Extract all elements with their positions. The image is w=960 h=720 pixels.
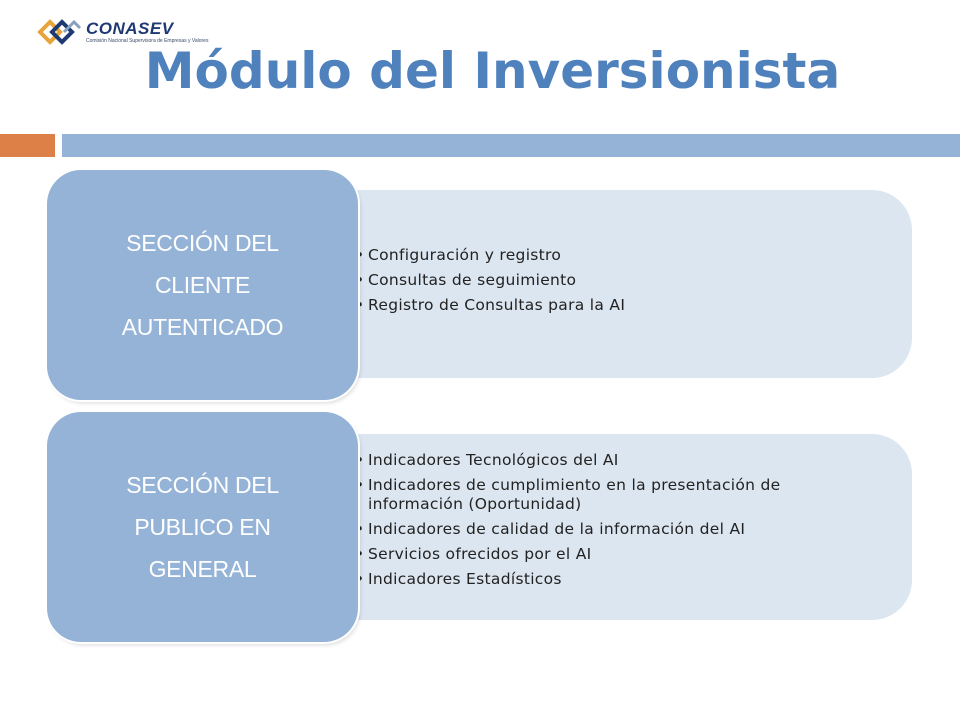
list-item: • Servicios ofrecidos por el AI [355, 545, 872, 564]
logo-name: CONASEV [86, 19, 174, 38]
section-heading-text: SECCIÓN DEL PUBLICO EN GENERAL [126, 472, 279, 582]
page-title: Módulo del Inversionista [144, 42, 841, 100]
list-item: • Consultas de seguimiento [355, 271, 872, 290]
list-item: • Indicadores de cumplimiento en la presentación de información (Oportunidad) [355, 476, 872, 514]
section-heading-text: SECCIÓN DEL CLIENTE AUTENTICADO [121, 230, 284, 340]
list-item: • Indicadores Tecnológicos del AI [355, 451, 872, 470]
section-item-list [355, 451, 892, 595]
accent-bar [0, 134, 55, 157]
title-underline-bar [62, 134, 960, 157]
list-item: • Indicadores de calidad de la información del AI [355, 520, 872, 539]
section-panel-publico [270, 434, 912, 620]
logo-subtitle: Comisión Nacional Supervisora de Empresas y Valores [86, 38, 209, 44]
section-item-list [355, 246, 892, 321]
section-heading-cliente-autenticado [47, 170, 358, 400]
list-item: • Registro de Consultas para la AI [355, 296, 872, 315]
section-heading-publico-en-general [47, 412, 358, 642]
conasev-emblem-icon [36, 17, 82, 47]
list-item: • Indicadores Estadísticos [355, 570, 872, 589]
section-panel-cliente [270, 190, 912, 378]
list-item: • Configuración y registro [355, 246, 872, 265]
